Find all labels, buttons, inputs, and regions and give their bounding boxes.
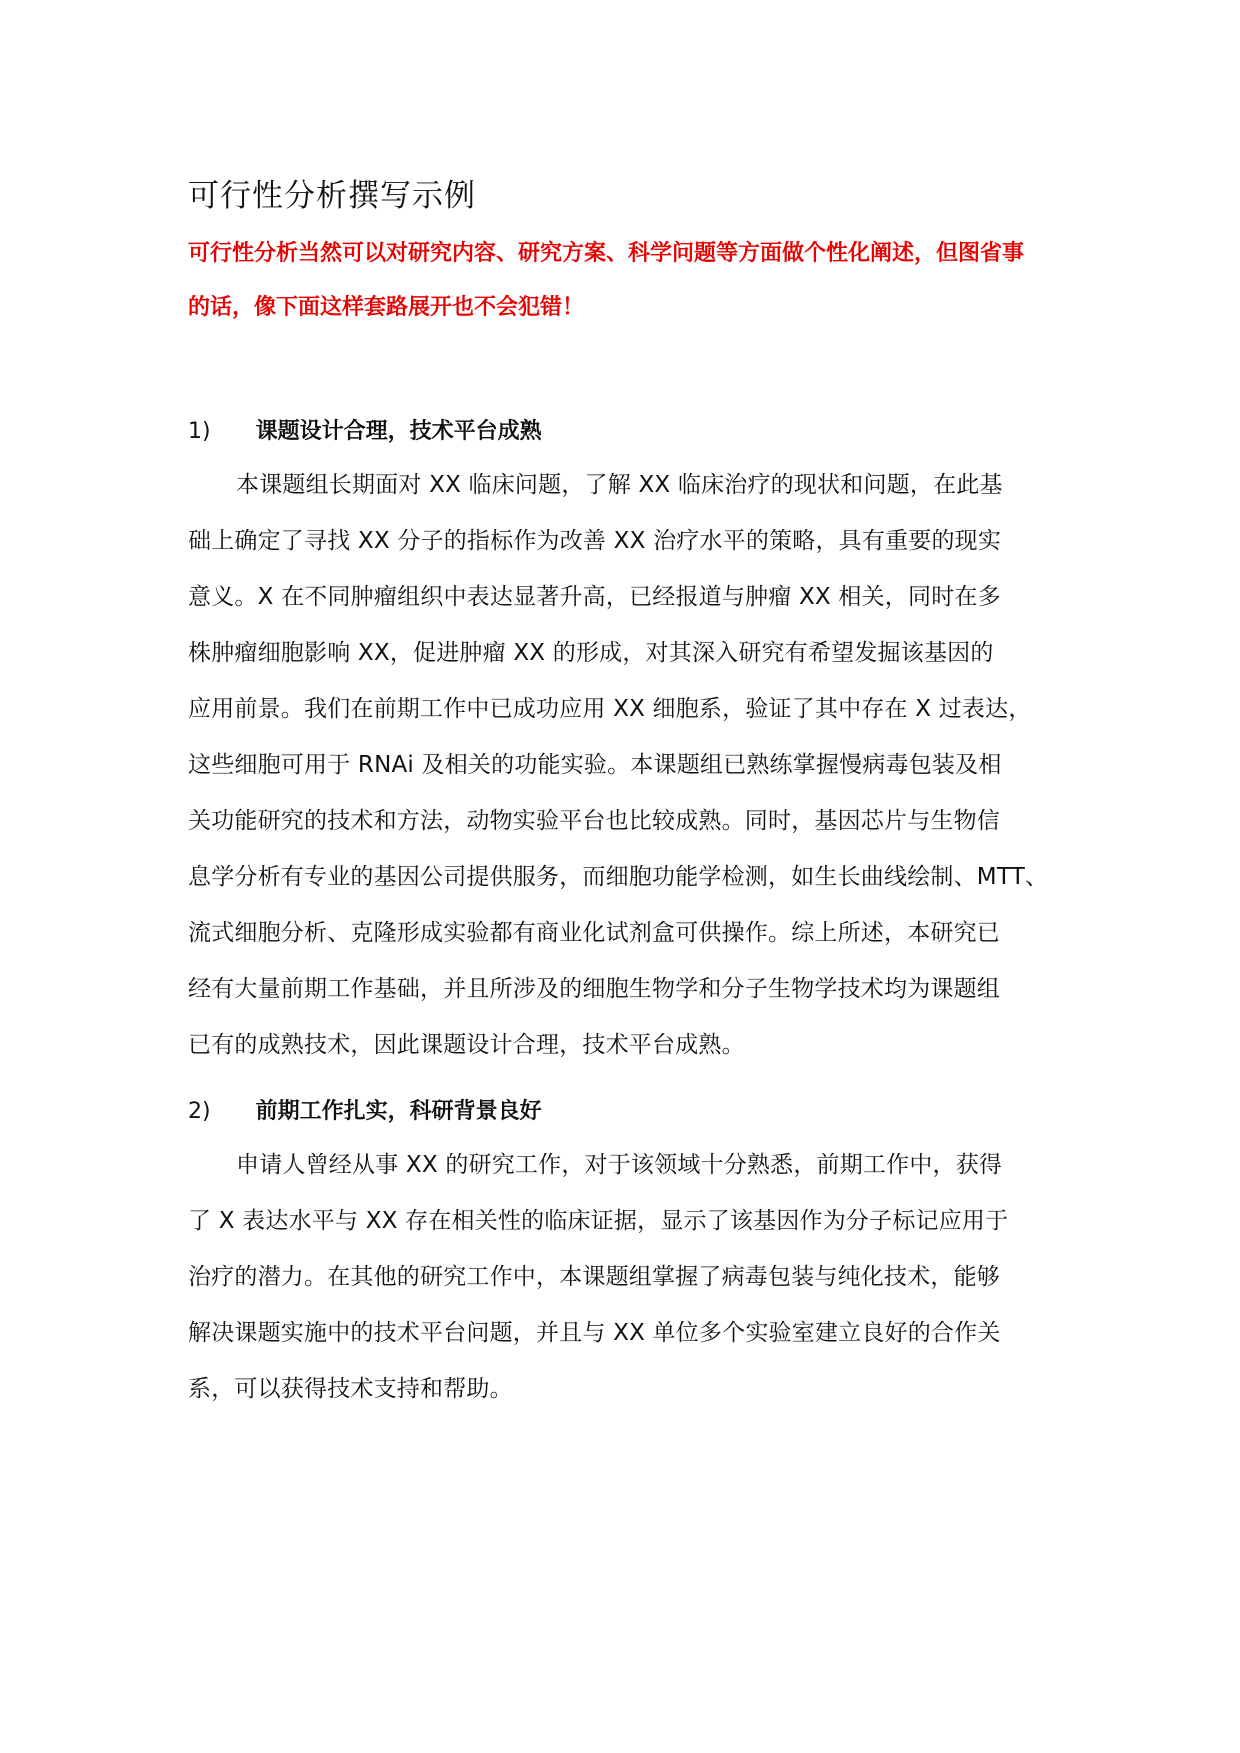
paragraph-line: 解决课题实施中的技术平台问题，并且与 XX 单位多个实验室建立良好的合作关 xyxy=(188,1320,1001,1346)
section-heading xyxy=(188,414,542,445)
paragraph-line: 关功能研究的技术和方法，动物实验平台也比较成熟。同时，基因芯片与生物信 xyxy=(188,808,1000,834)
paragraph-line: 这些细胞可用于 RNAi 及相关的功能实验。本课题组已熟练掌握慢病毒包装及相 xyxy=(188,752,1002,778)
section-heading xyxy=(188,1094,542,1125)
section-heading-text: 课题设计合理，技术平台成熟 xyxy=(255,419,542,444)
paragraph-line: 治疗的潜力。在其他的研究工作中，本课题组掌握了病毒包装与纯化技术，能够 xyxy=(188,1264,1000,1290)
paragraph-line: 息学分析有专业的基因公司提供服务，而细胞功能学检测，如生长曲线绘制、MTT、 xyxy=(188,864,1049,890)
paragraph-line: 经有大量前期工作基础，并且所涉及的细胞生物学和分子生物学技术均为课题组 xyxy=(188,976,1000,1002)
paragraph-line: 了 X 表达水平与 XX 存在相关性的临床证据，显示了该基因作为分子标记应用于 xyxy=(188,1208,1009,1234)
section-heading-text: 前期工作扎实，科研背景良好 xyxy=(255,1099,542,1124)
note-line: 的话，像下面这样套路展开也不会犯错！ xyxy=(188,295,585,320)
paragraph-line: 申请人曾经从事 XX 的研究工作，对于该领域十分熟悉，前期工作中，获得 xyxy=(236,1152,1003,1178)
section-number: 1) xyxy=(188,419,211,444)
paragraph-line: 已有的成熟技术，因此课题设计合理，技术平台成熟。 xyxy=(188,1032,745,1058)
paragraph-line: 株肿瘤细胞影响 XX，促进肿瘤 XX 的形成，对其深入研究有希望发掘该基因的 xyxy=(188,640,994,666)
paragraph-line: 础上确定了寻找 XX 分子的指标作为改善 XX 治疗水平的策略，具有重要的现实 xyxy=(188,528,1002,554)
section-number: 2) xyxy=(188,1099,211,1124)
document-title: 可行性分析撰写示例 xyxy=(188,178,476,214)
paragraph-line: 系，可以获得技术支持和帮助。 xyxy=(188,1376,513,1402)
paragraph-line: 本课题组长期面对 XX 临床问题，了解 XX 临床治疗的现状和问题，在此基 xyxy=(236,472,1003,498)
note-line: 可行性分析当然可以对研究内容、研究方案、科学问题等方面做个性化阐述，但图省事 xyxy=(188,241,1025,266)
paragraph-line: 流式细胞分析、克隆形成实验都有商业化试剂盒可供操作。综上所述，本研究已 xyxy=(188,920,1000,946)
paragraph-line: 应用前景。我们在前期工作中已成功应用 XX 细胞系，验证了其中存在 X 过表达， xyxy=(188,696,1032,722)
paragraph-line: 意义。X 在不同肿瘤组织中表达显著升高，已经报道与肿瘤 XX 相关，同时在多 xyxy=(188,584,1001,610)
